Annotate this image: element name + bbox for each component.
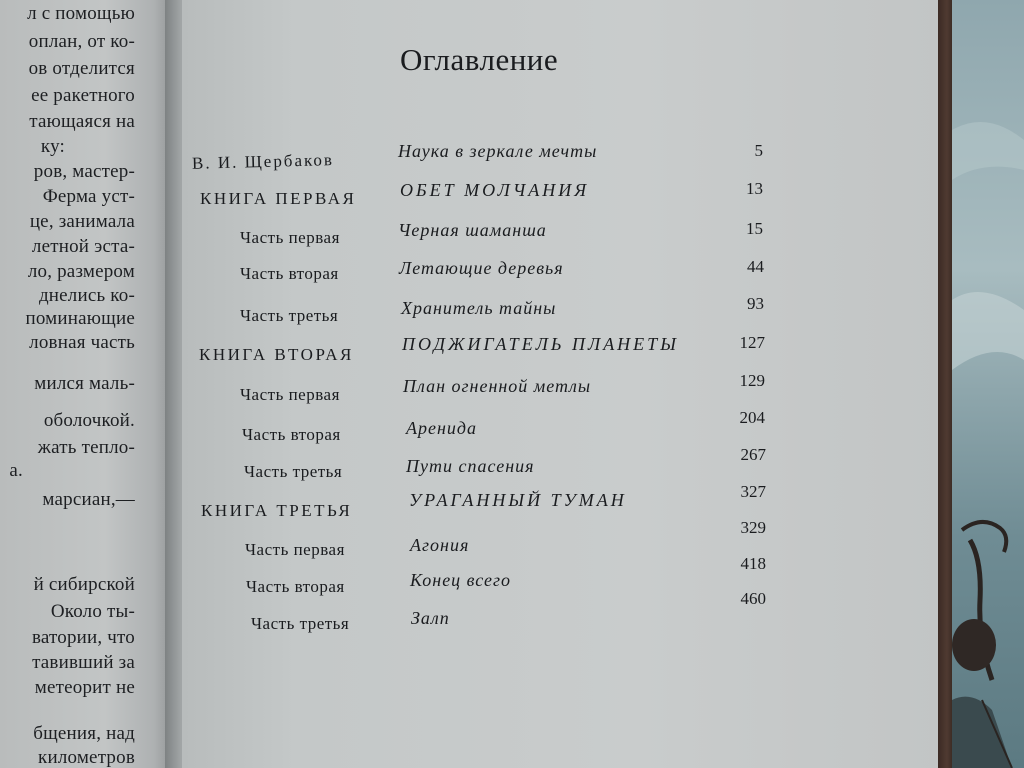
left-page-line: ров, мастер- xyxy=(33,161,135,182)
left-page-line: Ферма уст- xyxy=(42,186,135,207)
left-page-line: ло, размером xyxy=(27,261,135,282)
toc-entry-page: 127 xyxy=(739,333,765,352)
toc-entry-page: 267 xyxy=(740,445,766,464)
left-page-line: жать тепло- xyxy=(37,437,135,458)
toc-entry-title: УРАГАННЫЙ ТУМАН xyxy=(409,490,627,510)
toc-entry-page: 13 xyxy=(746,179,763,198)
left-page-line: мился маль- xyxy=(34,373,135,394)
toc-entry-page: 93 xyxy=(747,294,764,313)
toc-entry-title: Летающие деревья xyxy=(399,258,564,278)
toc-part-label: Часть вторая xyxy=(242,425,341,444)
left-page-line: ов отделится xyxy=(28,58,135,79)
toc-entry-page: 44 xyxy=(747,257,764,276)
toc-entry-title: Агония xyxy=(410,535,470,555)
left-page-line: бщения, над xyxy=(33,723,135,744)
toc-part-label: Часть третья xyxy=(251,614,350,633)
toc-entry-title: Черная шаманша xyxy=(398,220,547,240)
left-page-line: ловная часть xyxy=(29,332,135,353)
left-page-line: днелись ко- xyxy=(38,285,135,306)
left-page-line: це, занимала xyxy=(29,211,135,232)
toc-author: В. И. Щербаков xyxy=(191,150,335,173)
cover-illustration xyxy=(952,0,1024,768)
left-page-line: й сибирской xyxy=(33,574,135,595)
left-page-line: л с помощью xyxy=(27,3,135,24)
cover-illustration-drawing xyxy=(952,0,1024,768)
left-page-line: тавивший за xyxy=(32,652,135,673)
toc-entry-page: 327 xyxy=(740,482,766,501)
left-page-line: тающаяся на xyxy=(29,111,135,132)
toc-entry-title: Залп xyxy=(411,608,450,628)
toc-part-label: Часть вторая xyxy=(246,577,345,596)
toc-entry-title: Аренида xyxy=(406,418,478,438)
toc-book-label: КНИГА ТРЕТЬЯ xyxy=(201,501,353,520)
left-page-line: а. xyxy=(9,460,23,481)
toc-part-label: Часть третья xyxy=(244,462,343,481)
left-page-line: ее ракетного xyxy=(31,85,135,106)
left-page-line: Около ты- xyxy=(50,601,135,622)
left-page-line: летной эста- xyxy=(31,236,135,257)
left-page-line: поминающие xyxy=(25,308,135,329)
toc-entry-page: 129 xyxy=(739,371,765,390)
left-page-line: метеорит не xyxy=(34,677,135,698)
toc-part-label: Часть первая xyxy=(240,228,340,247)
toc-entry-title: ОБЕТ МОЛЧАНИЯ xyxy=(400,180,590,200)
toc-entry-page: 5 xyxy=(754,141,763,160)
left-page-line: километров xyxy=(38,747,135,768)
left-page-line: оболочкой. xyxy=(43,410,135,431)
toc-part-label: Часть вторая xyxy=(240,264,339,283)
toc-entry-page: 460 xyxy=(740,589,766,608)
toc-part-label: Часть третья xyxy=(240,306,339,325)
toc-title: Оглавление xyxy=(400,42,559,77)
toc-entry-title: ПОДЖИГАТЕЛЬ ПЛАНЕТЫ xyxy=(402,334,679,354)
left-page-line: марсиан,— xyxy=(42,489,135,510)
left-page-line: оплан, от ко- xyxy=(28,31,135,52)
toc-entry-page: 15 xyxy=(746,219,763,238)
toc-entry-title: Хранитель тайны xyxy=(401,298,557,318)
toc-entry-title: Наука в зеркале мечты xyxy=(398,141,598,161)
toc-entry-page: 418 xyxy=(740,554,766,573)
toc-entry-title: Пути спасения xyxy=(406,456,535,476)
toc-entry-page: 204 xyxy=(739,408,765,427)
toc-entry-title: План огненной метлы xyxy=(403,376,592,396)
left-page xyxy=(0,0,175,768)
left-page-line: ватории, что xyxy=(31,627,135,648)
toc-book-label: КНИГА ПЕРВАЯ xyxy=(200,189,357,208)
toc-entry-title: Конец всего xyxy=(410,570,512,590)
left-page-line: ку: xyxy=(40,136,65,157)
toc-part-label: Часть первая xyxy=(240,385,340,404)
toc-part-label: Часть первая xyxy=(245,540,345,559)
toc-book-label: КНИГА ВТОРАЯ xyxy=(199,345,354,364)
toc-entry-page: 329 xyxy=(740,518,766,537)
